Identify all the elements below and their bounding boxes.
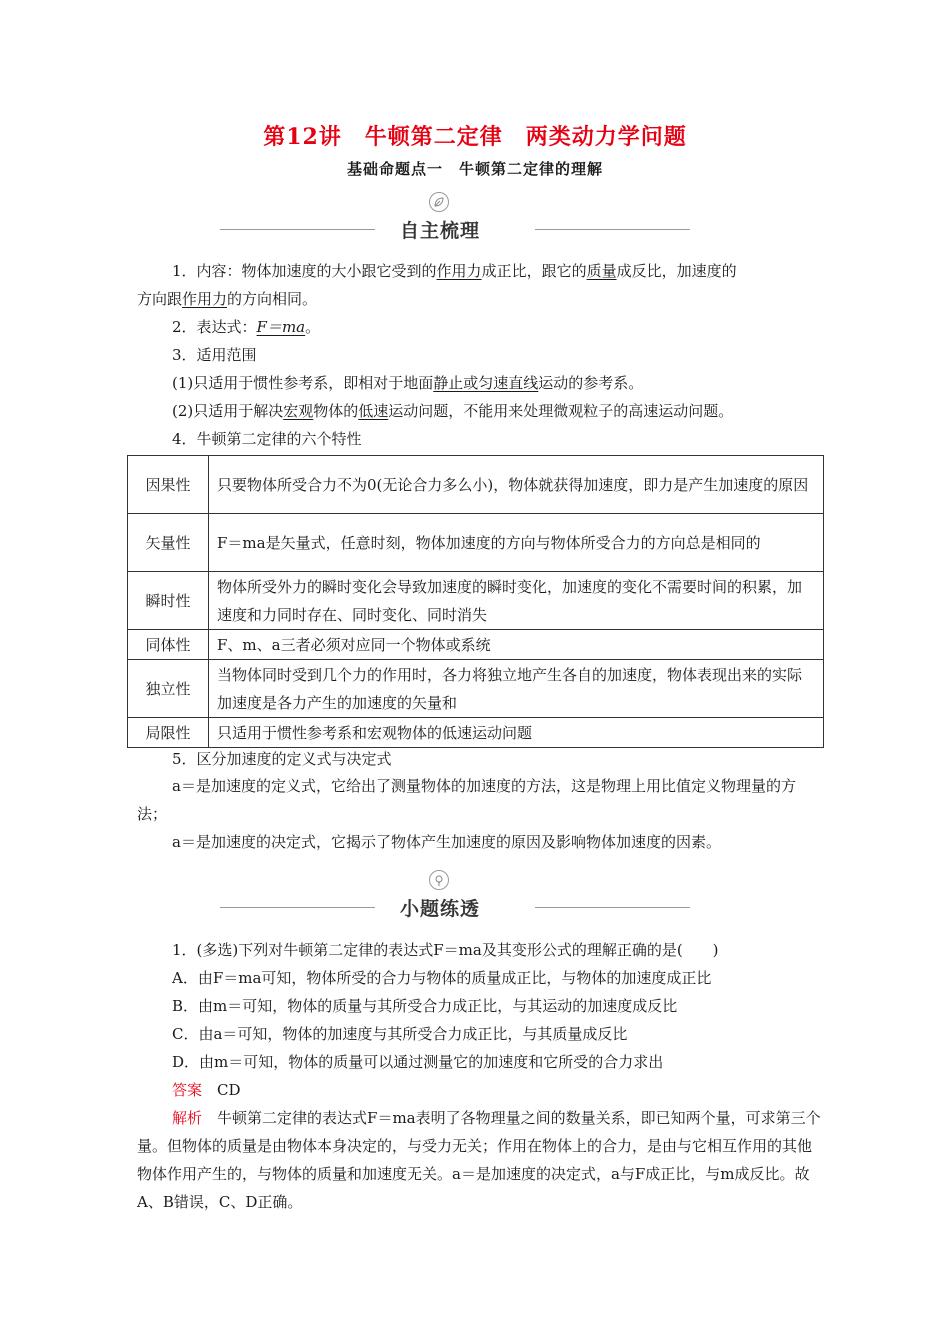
leaf-icon [429,192,449,212]
section-header-self-study [190,192,690,252]
analysis-label: 解析 [172,1109,203,1127]
answer-line [172,1076,857,1104]
table-row: 因果性 只要物体所受合力不为0(无论合力多么小)，物体就获得加速度，即力是产生加速度的原因 [128,456,824,514]
content-item-3: 3．适用范围 [172,346,257,364]
content-item-3-2: (2)只适用于解决宏观物体的低速运动问题，不能用来处理微观粒子的高速运动问题。 [172,402,734,420]
lecture-title: 第12讲 牛顿第二定律 两类动力学问题 [263,124,687,150]
table-row: 同体性 F、m、a三者必须对应同一个物体或系统 [128,630,824,660]
content-item-1-line-1: 1．内容：物体加速度的大小跟它受到的作用力成正比，跟它的质量成反比，加速度的 [172,262,737,280]
properties-table [127,455,824,748]
question-stem: 1．(多选)下列对牛顿第二定律的表达式F＝ma及其变形公式的理解正确的是( ) [172,941,719,959]
option-d: D．由m＝可知，物体的质量可以通过测量它的加速度和它所受的合力求出 [172,1053,664,1071]
table-row: 矢量性 F＝ma是矢量式，任意时刻，物体加速度的方向与物体所受合力的方向总是相同的 [128,514,824,572]
option-c: C．由a＝可知，物体的加速度与其所受合力成正比，与其质量成反比 [172,1025,628,1043]
content-item-1-line-2: 方向跟作用力的方向相同。 [137,290,318,308]
analysis-text: 牛顿第二定律的表达式F＝ma表明了各物理量之间的数量关系，即已知两个量，可求第三个量。但物体的质量是由物体本身决定的，与受力无关；作用在物体上的合力，是由与它相互作用的其他物体作用产生的，与物体的质量和加速度无关。a＝是加速度的决定式，a与F成正比，与m成反比。故A、B错误，C、D正确。 [137,1109,821,1211]
divider-right [535,229,690,230]
analysis-paragraph [137,1104,822,1216]
content-item-5: 5．区分加速度的定义式与决定式 [172,750,392,768]
option-a: A．由F＝ma可知，物体所受的合力与物体的质量成正比，与物体的加速度成正比 [172,969,712,987]
section-label: 自主梳理 [399,220,480,242]
section-label: 小题练透 [399,898,480,920]
table-row: 局限性 只适用于惯性参考系和宏观物体的低速运动问题 [128,718,824,748]
section-subtitle: 基础命题点一 牛顿第二定律的理解 [346,160,603,178]
table-row: 独立性 当物体同时受到几个力的作用时，各力将独立地产生各自的加速度，物体表现出来的实际加速度是各力产生的加速度的矢量和 [128,660,824,718]
option-b: B．由m＝可知，物体的质量与其所受合力成正比，与其运动的加速度成反比 [172,997,678,1015]
table-row: 瞬时性 物体所受外力的瞬时变化会导致加速度的瞬时变化，加速度的变化不需要时间的积累，加速度和力同时存在、同时变化、同时消失 [128,572,824,630]
divider-right [535,907,690,908]
definition-formula-text: a＝是加速度的定义式，它给出了测量物体的加速度的方法，这是物理上用比值定义物理量的方法； [137,777,796,823]
content-item-2: 2．表达式：F＝ma。 [172,318,321,336]
answer-value: CD [217,1081,241,1099]
answer-label: 答案 [172,1081,203,1099]
lightbulb-icon [429,870,449,890]
content-item-4: 4．牛顿第二定律的六个特性 [172,430,362,448]
section-header-practice [190,870,690,930]
determining-formula-text: a＝是加速度的决定式，它揭示了物体产生加速度的原因及影响物体加速度的因素。 [172,833,721,851]
content-item-3-1: (1)只适用于惯性参考系，即相对于地面静止或匀速直线运动的参考系。 [172,374,644,392]
